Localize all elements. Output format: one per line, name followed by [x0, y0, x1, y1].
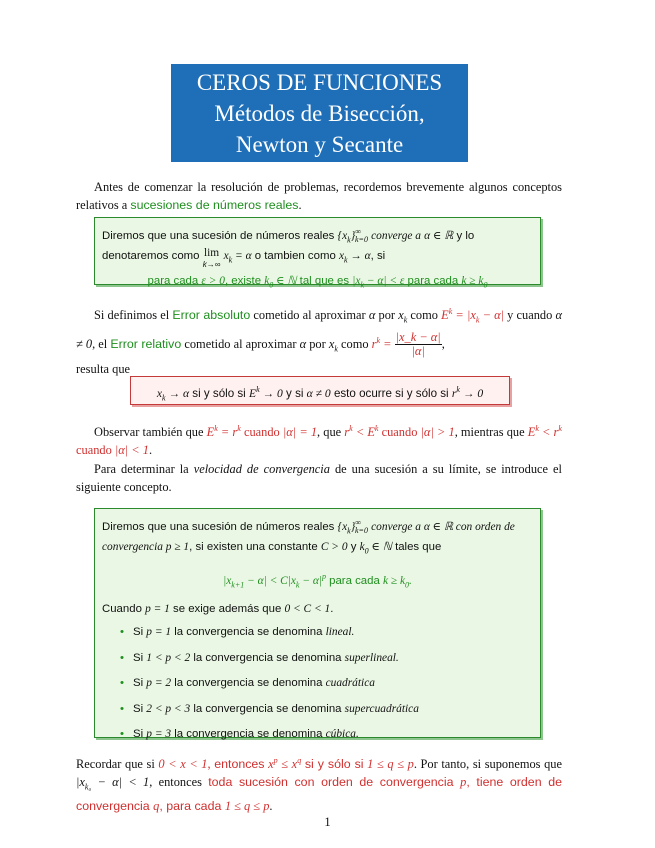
- definition-box-order: Diremos que una sucesión de números reales $\{x_k\}^\infty_{k=0}$ converge a α ∈ ℝ con orden de convergencia p ≥ 1, si existen una constante C > 0 y $k_0$ ∈ ℕ tales que $|x_{k+1} - \alpha| < C|x_k - \alpha|^p$ para cada $k \ge k_0$. Cuando p = 1 se exige además que 0 < C < 1. • Si p = 1 la convergencia se denomina lineal. • Si 1 < p < 2 la convergencia se denomina superlineal. • Si p = 2 la convergencia se denomina cuadrática • Si 2 < p < 3 la convergencia se denomina supercuadrática • Si p = 3 la convergencia se denomina cúbica.: [94, 508, 541, 738]
- recall-paragraph: Recordar que si 0 < x < 1, entonces $x^p \le x^q$ si y sólo si 1 ≤ q ≤ p. Por tanto, si suponemos que $|x_{k_0} - \alpha| < 1$, entonces toda sucesión con orden de convergencia p, tiene orden de convergencia q, para cada 1 ≤ q ≤ p.: [76, 756, 562, 813]
- list-item: • Si p = 1 la convergencia se denomina lineal.: [120, 624, 533, 641]
- errors-paragraph: Si definimos el Error absoluto cometido al aproximar α por $x_k$ como $E^k = |x_k - \alpha|$ y cuando α ≠ 0, el Error relativo cometido al aproximar α por $x_k$ como $r^k$ = $\frac{|x\_k - \alpha|}{|\alpha|}$ , resulta que: [76, 307, 562, 377]
- error-absoluto-term: Error absoluto: [172, 308, 251, 323]
- p1-condition: Cuando p = 1 se exige además que 0 < C < 1.: [102, 603, 334, 616]
- order-list: [102, 624, 533, 743]
- page-number: 1: [324, 815, 331, 829]
- list-item: • Si 1 < p < 2 la convergencia se denomina superlineal.: [120, 650, 533, 667]
- order-formula: $|x_{k+1} - \alpha| < C|x_k - \alpha|^p$ para cada $k \ge k_0$.: [223, 572, 412, 590]
- title-line-3: Newton y Secante: [235, 132, 404, 157]
- title-line-2: Métodos de Bisección,: [214, 101, 425, 126]
- equivalence-box: $x_k \to \alpha$ si y sólo si $E^k \to 0$ y si α ≠ 0 esto ocurre si y sólo si $r^k \to 0$: [130, 376, 510, 405]
- list-item: • Si p = 3 la convergencia se denomina cúbica.: [120, 726, 533, 743]
- link-sucesiones[interactable]: sucesiones de números reales: [130, 198, 299, 212]
- relative-error-fraction: $\frac{|x\_k - \alpha|}{|\alpha|}$: [395, 330, 441, 359]
- error-relativo-term: Error relativo: [110, 336, 182, 351]
- definition-box-convergence: Diremos que una sucesión de números reales $\{x_k\}^\infty_{k=0}$ converge a α ∈ ℝ y lo denotaremos como lim k→∞ $x_k = \alpha$ o tambien como $x_k \to \alpha$, si para cada ε > 0, existe $k_0$ ∈ ℕ tal que es $|x_k - \alpha| < \varepsilon$ para cada $k \ge k_0$: [94, 217, 541, 285]
- observe-paragraph: Observar también que $E^k = r^k$ cuando |α| = 1, que $r^k < E^k$ cuando |α| > 1, mientras que $E^k < r^k$ cuando |α| < 1.: [76, 424, 562, 458]
- title-box: [171, 64, 468, 162]
- convergence-condition: para cada ε > 0, existe $k_0$ ∈ ℕ tal que es $|x_k - \alpha| < \varepsilon$ para cada $k \ge k_0$: [147, 275, 488, 290]
- list-item: • Si 2 < p < 3 la convergencia se denomina supercuadrática: [120, 701, 533, 718]
- intro-paragraph: Antes de comenzar la resolución de problemas, recordemos brevemente algunos conceptos relativos a sucesiones de números reales.: [76, 180, 562, 212]
- velocity-paragraph: Para determinar la velocidad de convergencia de una sucesión a su límite, se introduce el siguiente concepto.: [76, 462, 562, 494]
- title-line-1: CEROS DE FUNCIONES: [196, 70, 443, 95]
- list-item: • Si p = 2 la convergencia se denomina cuadrática: [120, 675, 533, 692]
